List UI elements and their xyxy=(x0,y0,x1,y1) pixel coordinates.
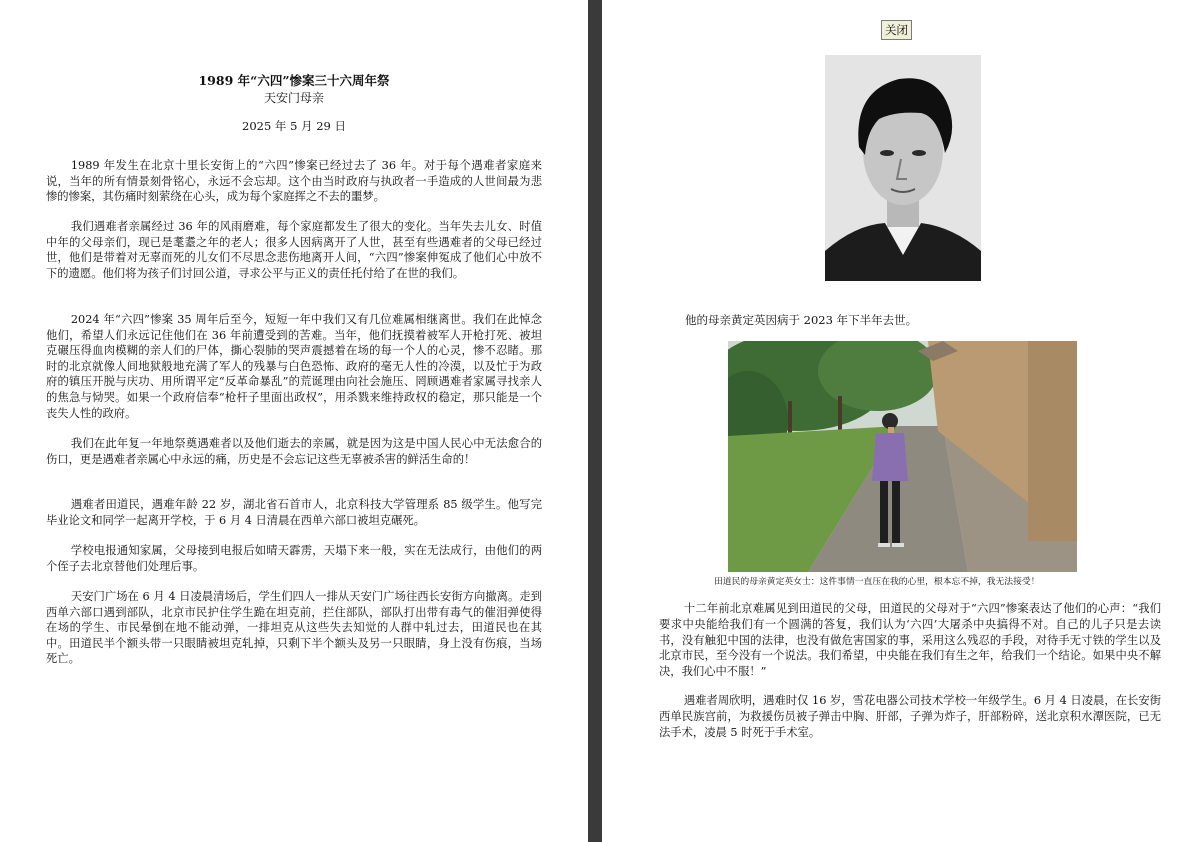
mother-death-caption: 他的母亲黄定英因病于 2023 年下半年去世。 xyxy=(685,313,918,327)
article-date: 2025 年 5 月 29 日 xyxy=(242,119,346,133)
article-author: 天安门母亲 xyxy=(263,91,324,105)
photo-caption: 田道民的母亲黄定英女士：这件事情一直压在我的心里，根本忘不掉，我无法接受！ xyxy=(714,577,1040,587)
paragraph-6: 学校电报通知家属，父母接到电报后如晴天霹雳，天塌下来一般，实在无法成行，由他们的两个侄子去北京替他们处理后事。 xyxy=(46,544,542,573)
paragraph-3: 2024 年“六四”惨案 35 周年后至今，短短一年中我们又有几位难属相继离世。我们在此悼念他们，希望人们永远记住他们在 36 年前遭受到的苦难。当年，他们抚摸着被军人开枪打死、被坦克碾压得血肉模糊的亲人们的尸体，撕心裂肺的哭声震撼着在场的每一个人的心灵，惨不忍睹。那时的北京就像人间地狱般地充满了军人的残暴与白色恐怖、政府的毫无人性的冷漠，以及忙于为政府的镇压开脱与庆功、用所谓平定“反革命暴乱”的荒诞理由向社会施压、罔顾遇难者家属寻找亲人的焦急与恸哭。如果一个政府信奉“枪杆子里面出政权”，用杀戮来维持政权的稳定，那只能是一个丧失人性的政府。 xyxy=(46,313,542,420)
right-page xyxy=(602,0,1200,842)
close-button[interactable]: 关闭 xyxy=(881,20,912,40)
paragraph-2: 我们遇难者亲属经过 36 年的风雨磨难，每个家庭都发生了很大的变化。当年失去儿女、时值中年的父母亲们，现已是耄耋之年的老人；很多人因病离开了人世，甚至有些遇难者的父母已经过世，他们是带着对无辜而死的儿女们不尽思念悲伤地离开人间，“六四”惨案伸冤成了他们心中放不下的遗愿。他们将为孩子们讨回公道，寻求公平与正义的责任托付给了在世的我们。 xyxy=(46,220,542,280)
paragraph-5: 遇难者田道民，遇难年龄 22 岁，湖北省石首市人，北京科技大学管理系 85 级学生。他写完毕业论文和同学一起离开学校，于 6 月 4 日清晨在西单六部口被坦克碾死。 xyxy=(46,498,542,527)
mother-photo xyxy=(728,341,1077,572)
page-divider xyxy=(588,0,602,842)
paragraph-4: 我们在此年复一年地祭奠遇难者以及他们逝去的亲属，就是因为这是中国人民心中无法愈合的伤口，更是遇难者亲属心中永远的痛，历史是不会忘记这些无辜被杀害的鲜活生命的！ xyxy=(46,437,542,466)
left-page xyxy=(0,0,588,842)
paragraph-7: 天安门广场在 6 月 4 日凌晨清场后，学生们四人一排从天安门广场往西长安街方向撤离。走到西单六部口遇到部队，北京市民护住学生跪在坦克前，拦住部队，部队打出带有毒气的催泪弹使得在场的学生、市民晕倒在地不能动弹，一排坦克从这些失去知觉的人群中轧过去，田道民也在其中。田道民半个额头带一只眼睛被坦克轧掉，只剩下半个额头及另一只眼睛，身上没有伤痕，当场死亡。 xyxy=(46,590,542,666)
paragraph-1: 1989 年发生在北京十里长安街上的“六四”惨案已经过去了 36 年。对于每个遇难者家庭来说，当年的所有情景刻骨铭心，永远不会忘却。这个由当时政府与执政者一手造成的人世间最为悲惨的惨案，其伤痛时刻萦绕在心头，成为每个家庭挥之不去的噩梦。 xyxy=(46,159,542,204)
victim-portrait-photo xyxy=(825,55,981,281)
article-title: 1989 年“六四”惨案三十六周年祭 xyxy=(198,73,390,88)
right-paragraph-1: 十二年前北京难属见到田道民的父母，田道民的父母对于“六四”惨案表达了他们的心声：“我们要求中央能给我们有一个圆满的答复，我们认为‘六四’大屠杀中央搞得不对。自己的儿子只是去读书，没有触犯中国的法律，也没有做危害国家的事，采用这么残忍的手段，对待手无寸铁的学生以及北京市民，至今没有一个说法。我们希望，中央能在我们有生之年，给我们一个结论。如果中央不解决，我们心中不服！” xyxy=(659,602,1161,679)
right-paragraph-2: 遇难者周欣明，遇难时仅 16 岁，雪花电器公司技术学校一年级学生。6 月 4 日凌晨，在长安街西单民族宫前，为救援伤员被子弹击中胸、肝部，子弹为炸子，肝部粉碎，送北京积水潭医院，已无法手术，凌晨 5 时死于手术室。 xyxy=(659,694,1161,739)
